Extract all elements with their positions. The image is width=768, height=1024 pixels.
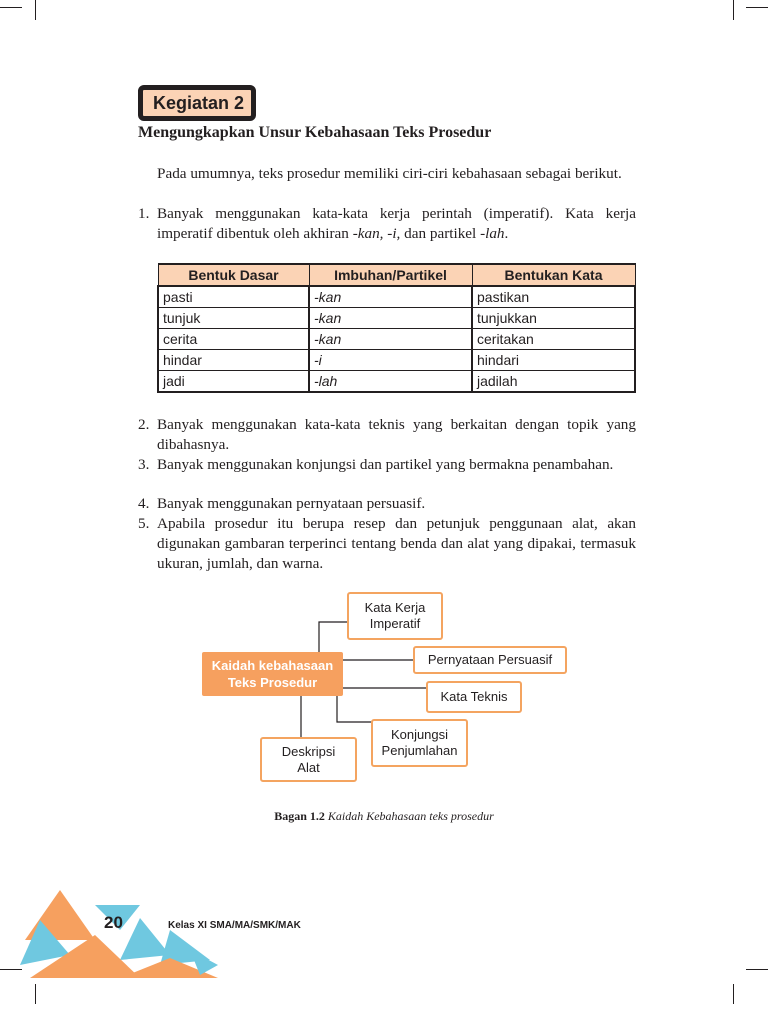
table-cell: -kan [309,286,472,308]
particle-example: -lah [480,225,505,242]
activity-badge: Kegiatan 2 [138,85,256,121]
center-line: Kaidah kebahasaan [211,658,334,673]
column-header: Bentukan Kata [472,264,635,286]
intro-paragraph: Pada umumnya, teks prosedur memiliki ciri-ciri kebahasaan sebagai berikut. [157,165,622,182]
center-line: Teks Prosedur [227,675,318,690]
list-text-part: Banyak menggunakan kata-kata kerja perintah (imperatif). Kata kerja imperatif dibentuk oleh akhiran [157,205,636,242]
table-cell: -i [309,350,472,371]
list-number: 4. [138,495,150,512]
page-number: 20 [104,913,123,932]
table-cell: -lah [309,371,472,393]
list-text: Banyak menggunakan pernyataan persuasif. [157,495,426,512]
caption-label: Bagan 1.2 [274,809,325,823]
table-cell: pasti [158,286,309,308]
table-cell: -kan [309,308,472,329]
node-line: Deskripsi [281,743,336,759]
list-text: Apabila prosedur itu berupa resep dan petunjuk penggunaan alat, akan digunakan gambaran terperinci tentang benda dan alat yang dipakai, termasuk ukuran, jumlah, dan warna. [157,515,636,572]
table-cell: jadilah [472,371,635,393]
node-line: Alat [297,759,320,775]
table-cell: cerita [158,329,309,350]
column-header: Imbuhan/Partikel [309,264,472,286]
node-line: Penjumlahan [381,743,458,758]
table-cell: pastikan [472,286,635,308]
list-text-part: . [504,225,509,242]
footer-text: Kelas XI SMA/MA/SMK/MAK [168,920,301,931]
column-header: Bentuk Dasar [158,264,309,286]
caption-text: Kaidah Kebahasaan teks prosedur [327,809,494,823]
table-cell: hindar [158,350,309,371]
table-cell: hindari [472,350,635,371]
table-cell: tunjukkan [472,308,635,329]
suffix-examples: -kan, -i, [352,225,401,242]
list-text: Banyak menggunakan konjungsi dan partikel yang bermakna penambahan. [157,456,614,473]
table-cell: jadi [158,371,309,393]
diagram-node-technical: Kata Teknis [426,681,522,713]
node-line: Imperatif [369,616,421,631]
list-text-part: dan partikel [400,225,481,242]
list-number: 3. [138,456,150,473]
diagram-node-persuasive: Pernyataan Persuasif [413,646,567,674]
table-cell: -kan [309,329,472,350]
table-cell: tunjuk [158,308,309,329]
list-text: Banyak menggunakan kata-kata teknis yang berkaitan dengan topik yang dibahasnya. [157,416,636,453]
list-number: 2. [138,416,150,433]
list-number: 1. [138,205,150,222]
table-cell: ceritakan [472,329,635,350]
section-title: Mengungkapkan Unsur Kebahasaan Teks Prosedur [138,124,492,141]
node-line: Kata Kerja [364,600,426,615]
node-line: Konjungsi [390,727,449,742]
deco-triangle [120,918,170,960]
list-number: 5. [138,515,150,532]
